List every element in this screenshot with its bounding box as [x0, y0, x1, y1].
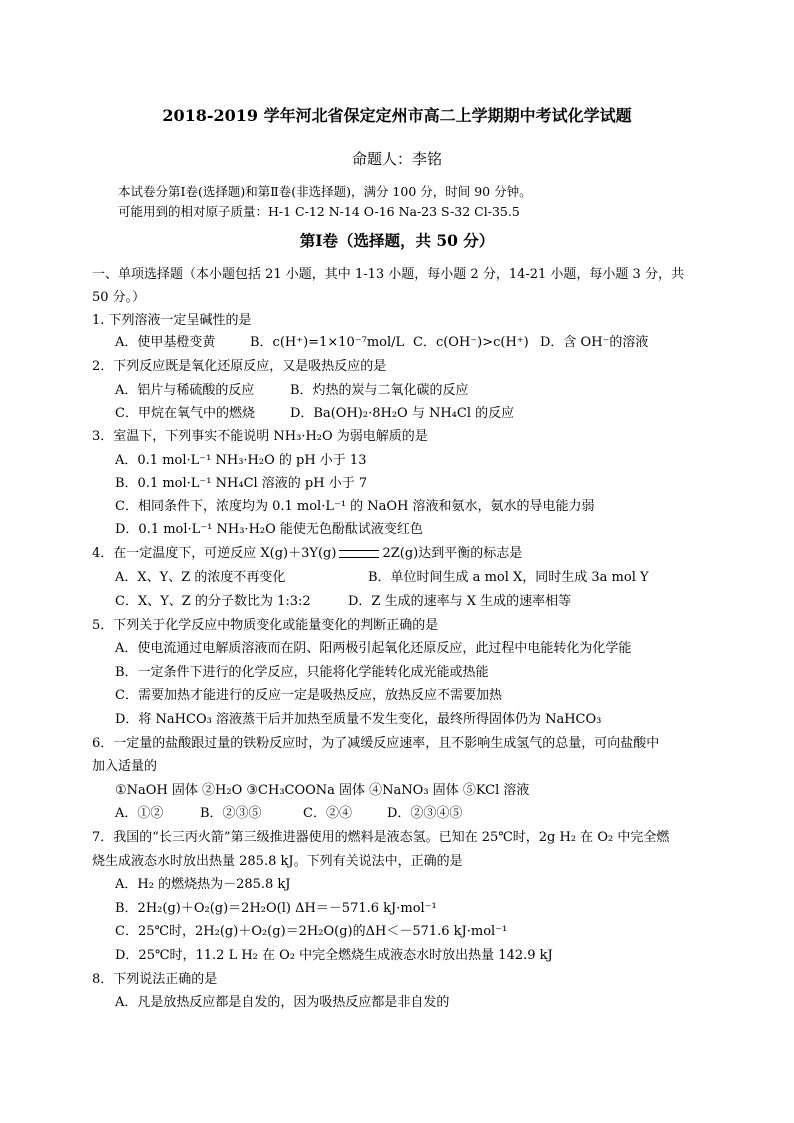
q2-option-b: B．灼热的炭与二氧化碳的反应 [290, 383, 469, 398]
instructions-line-1: 一、单项选择题（本小题包括 21 小题，其中 1-13 小题，每小题 2 分，14-21 小题，每小题 3 分，共 [92, 267, 684, 282]
q4-option-c: C．X、Y、Z 的分子数比为 1:3:2 [115, 594, 311, 609]
q1-option-d: D．含 OH⁻的溶液 [540, 335, 649, 350]
q6-options [115, 805, 755, 823]
q3-option-c: C．相同条件下，浓度均为 0.1 mol·L⁻¹ 的 NaOH 溶液和氨水，氨水的导电能力弱 [115, 499, 595, 514]
q6-option-d: D．②③④⑤ [387, 806, 463, 821]
q5-option-d: D．将 NaHCO₃ 溶液蒸干后并加热至质量不发生变化，最终所得固体仍为 NaHCO₃ [115, 712, 602, 727]
q3-stem: 3．室温下，下列事实不能说明 NH₃·H₂O 为弱电解质的是 [92, 429, 428, 444]
q6-items: ①NaOH 固体 ②H₂O ③CH₃COONa 固体 ④NaNO₃ 固体 ⑤KCl 溶液 [115, 783, 530, 798]
author-line: 命题人：李铭 [351, 150, 442, 168]
info-line-2: 可能用到的相对原子质量：H-1 C-12 N-14 O-16 Na-23 S-32 Cl-35.5 [118, 204, 520, 219]
q7-option-d: D．25℃时，11.2 L H₂ 在 O₂ 中完全燃烧生成液态水时放出热量 142.9 kJ [115, 948, 553, 963]
section-title: 第Ⅰ卷（选择题，共 50 分） [299, 231, 495, 250]
q5-stem: 5．下列关于化学反应中物质变化或能量变化的判断正确的是 [92, 618, 439, 633]
equilibrium-arrow-icon [339, 550, 379, 558]
q6-stem-line-1: 6．一定量的盐酸跟过量的铁粉反应时，为了减缓反应速率，且不影响生成氢气的总量，可向盐酸中 [92, 736, 660, 751]
q2-option-a: A．铝片与稀硫酸的反应 [115, 383, 255, 398]
q8-stem: 8．下列说法正确的是 [92, 972, 218, 987]
q1-option-a: A．使甲基橙变黄 [115, 335, 216, 350]
q4-stem-post: 2Z(g)达到平衡的标志是 [382, 546, 523, 561]
q3-option-a: A．0.1 mol·L⁻¹ NH₃·H₂O 的 pH 小于 13 [115, 453, 367, 468]
q2-option-c: C．甲烷在氧气中的燃烧 [115, 406, 255, 421]
instructions-line-2: 50 分。） [92, 290, 146, 305]
q2-options-row2 [115, 405, 755, 423]
q4-stem [92, 545, 522, 563]
q3-option-d: D．0.1 mol·L⁻¹ NH₃·H₂O 能使无色酚酞试液变红色 [115, 522, 423, 537]
q1-options [115, 334, 755, 352]
q1-stem: 1. 下列溶液一定呈碱性的是 [92, 313, 252, 328]
q6-option-a: A．①② [115, 806, 164, 821]
q2-option-d: D．Ba(OH)₂·8H₂O 与 NH₄Cl 的反应 [290, 406, 515, 421]
q1-option-b: B．c(H⁺)=1×10⁻⁷mol/L [250, 335, 405, 350]
q7-option-a: A．H₂ 的燃烧热为－285.8 kJ [115, 877, 291, 892]
q1-option-c: C．c(OH⁻)>c(H⁺) [413, 335, 529, 350]
q2-options-row1 [115, 382, 755, 400]
q8-option-a: A．凡是放热反应都是自发的，因为吸热反应都是非自发的 [115, 995, 450, 1010]
q6-option-b: B．②③⑤ [200, 806, 262, 821]
q7-option-c: C．25℃时，2H₂(g)＋O₂(g)＝2H₂O(g)的ΔH＜－571.6 kJ·mol⁻¹ [115, 924, 508, 939]
q7-stem-line-2: 烧生成液态水时放出热量 285.8 kJ。下列有关说法中，正确的是 [92, 854, 463, 869]
q3-option-b: B．0.1 mol·L⁻¹ NH₄Cl 溶液的 pH 小于 7 [115, 476, 368, 491]
q4-options-row2 [115, 593, 755, 611]
q7-stem-line-1: 7．我国的“长三丙火箭”第三级推进器使用的燃料是液态氢。已知在 25℃时，2g H₂ 在 O₂ 中完全燃 [92, 830, 670, 845]
q6-stem-line-2: 加入适量的 [92, 759, 158, 774]
q5-option-c: C．需要加热才能进行的反应一定是吸热反应，放热反应不需要加热 [115, 688, 502, 703]
q2-stem: 2．下列反应既是氧化还原反应，又是吸热反应的是 [92, 359, 387, 374]
q7-option-b: B．2H₂(g)＋O₂(g)＝2H₂O(l) ΔH＝－571.6 kJ·mol⁻¹ [115, 901, 437, 916]
q6-option-c: C．②④ [303, 806, 352, 821]
q4-option-a: A．X、Y、Z 的浓度不再变化 [115, 570, 286, 585]
q4-option-b: B．单位时间生成 a mol X，同时生成 3a mol Y [368, 570, 649, 585]
info-line-1: 本试卷分第Ⅰ卷(选择题)和第Ⅱ卷(非选择题)，满分 100 分，时间 90 分钟。 [118, 184, 532, 199]
q4-stem-pre: 4．在一定温度下，可逆反应 X(g)＋3Y(g) [92, 546, 337, 561]
q5-option-a: A．使电流通过电解质溶液而在阴、阳两极引起氧化还原反应，此过程中电能转化为化学能 [115, 641, 632, 656]
q4-option-d: D．Z 生成的速率与 X 生成的速率相等 [348, 594, 572, 609]
exam-title: 2018-2019 学年河北省保定定州市高二上学期期中考试化学试题 [162, 106, 632, 125]
q4-options-row1 [115, 569, 755, 587]
q5-option-b: B．一定条件下进行的化学反应，只能将化学能转化成光能或热能 [115, 665, 489, 680]
